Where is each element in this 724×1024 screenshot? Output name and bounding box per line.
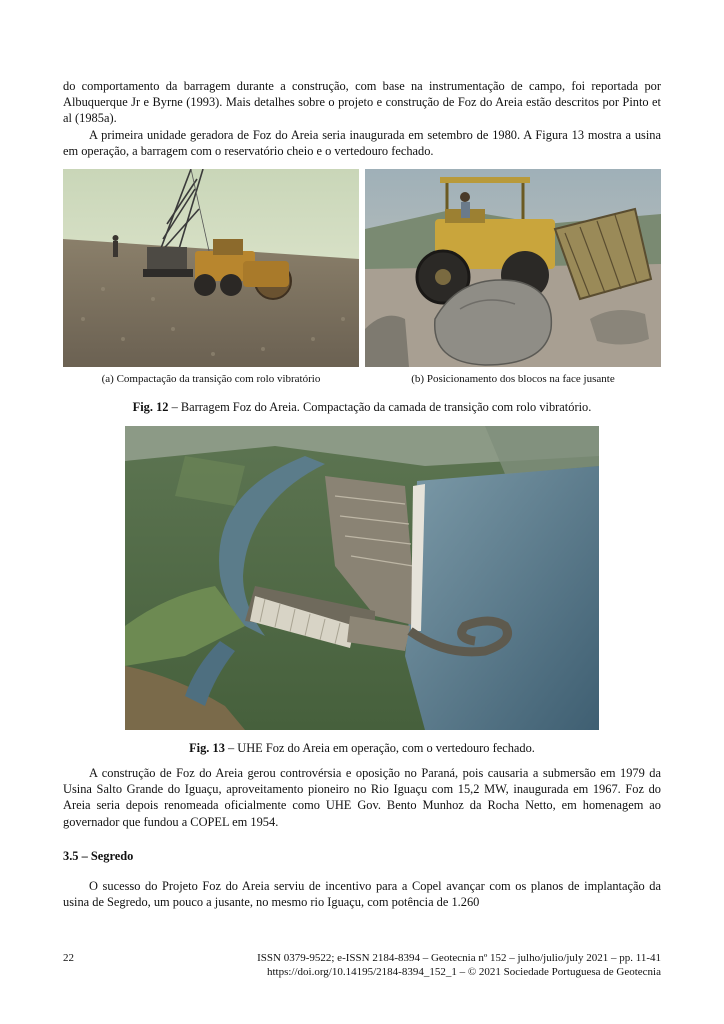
figure-12b-caption: (b) Posicionamento dos blocos na face jusante bbox=[411, 373, 615, 386]
photo-compaction-roller bbox=[63, 169, 359, 367]
figure-12b bbox=[365, 169, 661, 386]
page-body bbox=[63, 78, 661, 910]
page-number: 22 bbox=[63, 952, 74, 964]
figure-12 bbox=[63, 169, 661, 386]
figure-12-text: – Barragem Foz do Areia. Compactação da camada de transição com rolo vibratório. bbox=[168, 400, 592, 415]
figure-12a bbox=[63, 169, 359, 386]
page-footer bbox=[63, 951, 661, 979]
figure-12-label: Fig. 12 bbox=[132, 400, 169, 415]
photo-loader-blocks bbox=[365, 169, 661, 367]
figure-13-label: Fig. 13 bbox=[189, 741, 225, 756]
figure-13-text: – UHE Foz do Areia em operação, com o vertedouro fechado. bbox=[224, 741, 535, 756]
photo-foz-do-areia-aerial bbox=[125, 426, 599, 730]
paragraph-1: do comportamento da barragem durante a construção, com base na instrumentação de campo, foi reportada por Albuquerque Jr e Byrne (1993). Mais detalhes sobre o projeto e construção de Foz do Areia estão descritos por Pinto et al (1985a). bbox=[63, 79, 661, 126]
paragraph-2: A primeira unidade geradora de Foz do Areia seria inaugurada em setembro de 1980. A Figura 13 mostra a usina em operação, a barragem com o reservatório cheio e o vertedouro fechado. bbox=[63, 127, 661, 158]
section-heading: 3.5 – Segredo bbox=[63, 848, 134, 863]
figure-13 bbox=[63, 426, 661, 730]
figure-12-caption bbox=[63, 399, 661, 415]
paragraph-3: A construção de Foz do Areia gerou controvérsia e oposição no Paraná, pois causaria a submersão em 1979 da Usina Salto Grande do Iguaçu, aproveitamento pioneiro no Rio Iguaçu com 15,2 MW, inaugurada em 1967. Foz do Areia seria depois renomeada oficialmente como UHE Gov. Bento Munhoz da Rocha Netto, em homenagem ao governador que fundou a COPEL em 1954. bbox=[63, 766, 661, 829]
footer-doi: https://doi.org/10.14195/2184-8394_152_1 – © 2021 Sociedade Portuguesa de Geotecnia bbox=[266, 966, 661, 978]
footer-issn: ISSN 0379-9522; e-ISSN 2184-8394 – Geotecnia nº 152 – julho/julio/july 2021 – pp. 11-41 bbox=[257, 952, 661, 964]
figure-12a-caption: (a) Compactação da transição com rolo vibratório bbox=[101, 373, 321, 386]
figure-13-caption bbox=[63, 740, 661, 756]
paragraph-4: O sucesso do Projeto Foz do Areia serviu de incentivo para a Copel avançar com os planos de implantação da usina de Segredo, um pouco a jusante, no mesmo rio Iguaçu, com potência de 1.260 bbox=[63, 878, 661, 910]
